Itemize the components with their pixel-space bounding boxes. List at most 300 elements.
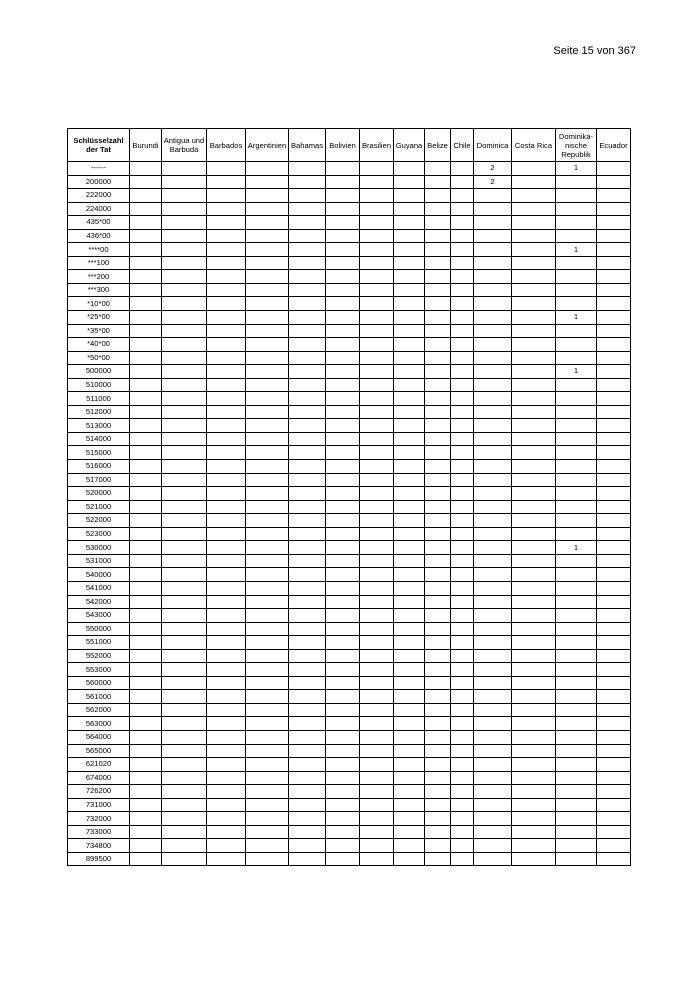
table-cell [474,365,512,379]
table-cell [207,690,246,704]
table-cell [130,487,162,501]
table-cell [246,744,289,758]
table-cell [360,175,394,189]
table-cell [597,690,631,704]
table-cell [326,703,360,717]
table-cell [360,256,394,270]
table-cell [451,785,474,799]
table-row [68,311,631,325]
table-row [68,758,631,772]
table-cell [597,419,631,433]
table-cell [207,392,246,406]
table-cell [394,351,425,365]
row-key-cell: 520000 [68,487,130,501]
table-cell [246,730,289,744]
table-cell [246,581,289,595]
table-cell [360,554,394,568]
row-key-cell: 516000 [68,460,130,474]
table-row [68,541,631,555]
table-cell [556,446,597,460]
table-cell [512,649,556,663]
table-cell [326,460,360,474]
table-cell [326,297,360,311]
table-cell [289,473,326,487]
table-cell [360,229,394,243]
table-cell [512,541,556,555]
table-cell [360,514,394,528]
table-cell [512,283,556,297]
table-cell [130,243,162,257]
table-cell [597,554,631,568]
table-cell [425,378,451,392]
row-key-cell: 522000 [68,514,130,528]
table-cell [512,229,556,243]
table-cell [451,202,474,216]
table-cell [474,825,512,839]
table-cell [512,297,556,311]
table-cell [207,202,246,216]
table-cell [130,283,162,297]
table-cell [130,175,162,189]
table-cell [556,338,597,352]
table-cell [162,554,207,568]
table-cell [512,392,556,406]
table-cell [289,744,326,758]
table-cell [289,243,326,257]
table-cell [451,554,474,568]
table-cell [289,798,326,812]
table-cell: 1 [556,311,597,325]
table-cell [451,324,474,338]
table-cell [556,189,597,203]
row-key-cell: 500000 [68,365,130,379]
table-cell [474,758,512,772]
table-cell [360,744,394,758]
table-cell [162,311,207,325]
row-key-cell: 733000 [68,825,130,839]
table-row [68,419,631,433]
table-cell [597,189,631,203]
table-cell [512,622,556,636]
table-cell [394,690,425,704]
table-cell [425,622,451,636]
table-cell [130,636,162,650]
table-cell [451,663,474,677]
table-cell [130,311,162,325]
row-key-cell: 564000 [68,730,130,744]
table-cell [207,460,246,474]
table-cell [207,744,246,758]
table-cell [451,365,474,379]
table-cell [246,514,289,528]
table-cell [326,378,360,392]
table-cell [130,690,162,704]
table-cell [289,852,326,866]
table-cell [451,812,474,826]
table-cell [130,703,162,717]
table-cell [130,202,162,216]
table-row [68,446,631,460]
row-key-cell: ***200 [68,270,130,284]
table-cell [162,785,207,799]
table-cell [425,703,451,717]
table-cell [512,338,556,352]
table-cell [360,609,394,623]
table-row [68,514,631,528]
table-cell [556,270,597,284]
table-cell [207,487,246,501]
table-cell [246,703,289,717]
table-cell [162,216,207,230]
table-cell [360,758,394,772]
table-cell [130,649,162,663]
table-cell [289,378,326,392]
row-key-cell: 435*00 [68,216,130,230]
table-cell [512,351,556,365]
table-cell [474,703,512,717]
table-cell [425,771,451,785]
table-cell [512,487,556,501]
table-cell [556,798,597,812]
table-cell [556,527,597,541]
table-cell [394,798,425,812]
table-cell [162,730,207,744]
table-cell [425,202,451,216]
table-cell [246,568,289,582]
table-cell [130,500,162,514]
table-cell [246,405,289,419]
table-cell [451,311,474,325]
table-cell [326,473,360,487]
table-cell [360,500,394,514]
table-cell [474,554,512,568]
table-cell: 1 [556,365,597,379]
table-cell [597,216,631,230]
table-cell [289,405,326,419]
table-cell [512,460,556,474]
table-cell [289,622,326,636]
table-cell [162,798,207,812]
table-cell [246,487,289,501]
column-header: Burundi [130,129,162,162]
table-cell [246,636,289,650]
table-cell [451,541,474,555]
table-row [68,527,631,541]
table-cell [451,297,474,311]
table-cell [289,663,326,677]
table-cell [597,825,631,839]
table-cell [512,514,556,528]
table-cell [556,839,597,853]
table-cell [597,365,631,379]
table-cell [474,405,512,419]
table-cell [360,649,394,663]
table-cell [207,311,246,325]
table-cell [394,256,425,270]
table-cell [289,717,326,731]
table-cell [130,595,162,609]
table-cell [360,717,394,731]
table-row [68,812,631,826]
table-cell [597,487,631,501]
table-cell [246,473,289,487]
row-key-cell: 731000 [68,798,130,812]
table-cell [162,500,207,514]
table-cell [289,256,326,270]
table-cell: 1 [556,162,597,176]
table-cell [451,595,474,609]
table-cell [162,717,207,731]
table-cell [474,297,512,311]
table-cell [474,717,512,731]
table-cell [512,798,556,812]
table-cell [394,676,425,690]
table-cell [394,405,425,419]
table-cell [246,175,289,189]
table-cell [597,378,631,392]
table-cell [326,162,360,176]
table-cell [360,283,394,297]
table-cell [425,758,451,772]
table-cell [451,405,474,419]
table-cell [360,527,394,541]
column-header: Bolivien [326,129,360,162]
table-cell [394,744,425,758]
row-key-cell: ****00 [68,243,130,257]
table-cell [246,663,289,677]
row-key-cell: 562000 [68,703,130,717]
table-cell [207,324,246,338]
table-row [68,676,631,690]
table-cell [326,568,360,582]
table-cell [246,229,289,243]
table-cell [326,798,360,812]
table-cell [451,243,474,257]
table-cell [162,812,207,826]
table-cell [360,595,394,609]
table-cell [207,622,246,636]
table-cell [289,175,326,189]
table-cell [162,744,207,758]
table-cell [326,202,360,216]
table-cell [289,460,326,474]
table-cell [394,460,425,474]
table-cell [425,189,451,203]
table-cell [451,839,474,853]
table-cell [289,527,326,541]
table-cell [556,568,597,582]
table-cell [597,256,631,270]
table-cell [162,229,207,243]
table-cell [394,392,425,406]
table-cell [360,270,394,284]
table-cell [597,405,631,419]
table-cell [130,419,162,433]
table-cell [597,270,631,284]
table-cell [394,595,425,609]
table-cell [246,432,289,446]
table-cell [162,487,207,501]
table-cell [512,730,556,744]
table-row [68,622,631,636]
table-cell [289,758,326,772]
table-cell [512,785,556,799]
table-cell [289,825,326,839]
table-cell [360,460,394,474]
table-cell [394,581,425,595]
table-cell [360,216,394,230]
table-cell [162,338,207,352]
table-row [68,338,631,352]
table-cell [451,649,474,663]
table-cell [289,554,326,568]
table-cell [512,703,556,717]
table-row [68,162,631,176]
table-cell [512,365,556,379]
table-cell [326,690,360,704]
row-key-cell: 436*00 [68,229,130,243]
table-cell [326,676,360,690]
table-cell [556,852,597,866]
row-key-cell: 512000 [68,405,130,419]
table-cell [162,541,207,555]
table-cell [556,405,597,419]
table-cell [246,270,289,284]
table-cell [556,283,597,297]
column-header: Bahamas [289,129,326,162]
table-cell [512,663,556,677]
table-cell [360,622,394,636]
table-cell [326,175,360,189]
table-cell [360,676,394,690]
table-cell [289,324,326,338]
table-row [68,432,631,446]
table-cell [207,500,246,514]
table-cell [451,676,474,690]
table-cell [360,189,394,203]
table-cell [425,351,451,365]
table-cell [394,487,425,501]
table-cell [425,717,451,731]
table-cell [130,852,162,866]
table-cell [326,338,360,352]
table-cell [326,392,360,406]
table-row [68,595,631,609]
table-cell [130,270,162,284]
table-cell [162,378,207,392]
table-cell [474,581,512,595]
table-cell [130,229,162,243]
table-cell [394,771,425,785]
row-key-cell: 513000 [68,419,130,433]
table-cell [326,365,360,379]
table-cell [556,554,597,568]
table-cell [130,473,162,487]
table-cell [394,554,425,568]
table-cell [474,527,512,541]
table-cell [556,392,597,406]
table-cell [425,663,451,677]
table-cell [512,609,556,623]
table-cell [474,798,512,812]
row-key-cell: 726200 [68,785,130,799]
table-cell [425,609,451,623]
table-cell [289,609,326,623]
table-cell [394,812,425,826]
table-cell [451,825,474,839]
table-cell [207,541,246,555]
table-row [68,297,631,311]
table-cell [474,189,512,203]
table-cell [326,852,360,866]
table-cell [394,283,425,297]
table-cell [474,730,512,744]
table-cell [556,378,597,392]
crime-statistics-table [67,128,631,866]
table-cell [451,162,474,176]
table-cell [474,663,512,677]
table-cell: 2 [474,175,512,189]
table-cell [425,229,451,243]
table-cell [512,839,556,853]
table-cell [425,581,451,595]
table-cell [474,378,512,392]
table-cell [207,432,246,446]
table-cell [512,270,556,284]
table-cell [474,419,512,433]
table-cell [246,338,289,352]
table-cell [512,812,556,826]
table-cell [512,595,556,609]
table-cell [207,825,246,839]
table-cell [597,392,631,406]
table-cell [556,730,597,744]
row-key-cell: 553000 [68,663,130,677]
table-cell [326,419,360,433]
table-row [68,270,631,284]
table-cell [360,202,394,216]
table-cell [394,609,425,623]
table-cell [326,636,360,650]
row-key-cell: 734800 [68,839,130,853]
table-cell [207,730,246,744]
table-cell [394,419,425,433]
table-cell [360,162,394,176]
table-cell [246,243,289,257]
table-cell [425,690,451,704]
table-cell [207,852,246,866]
table-cell [597,703,631,717]
table-cell [130,514,162,528]
table-cell [289,270,326,284]
table-cell [289,297,326,311]
table-cell [207,758,246,772]
table-cell [556,324,597,338]
table-cell [425,825,451,839]
table-cell [360,419,394,433]
table-cell [207,717,246,731]
table-cell [246,812,289,826]
table-cell [556,229,597,243]
row-key-cell: ***100 [68,256,130,270]
table-cell [162,162,207,176]
table-cell [360,581,394,595]
table-cell [130,541,162,555]
table-cell [326,609,360,623]
table-cell [207,527,246,541]
table-cell [394,378,425,392]
table-cell [130,676,162,690]
